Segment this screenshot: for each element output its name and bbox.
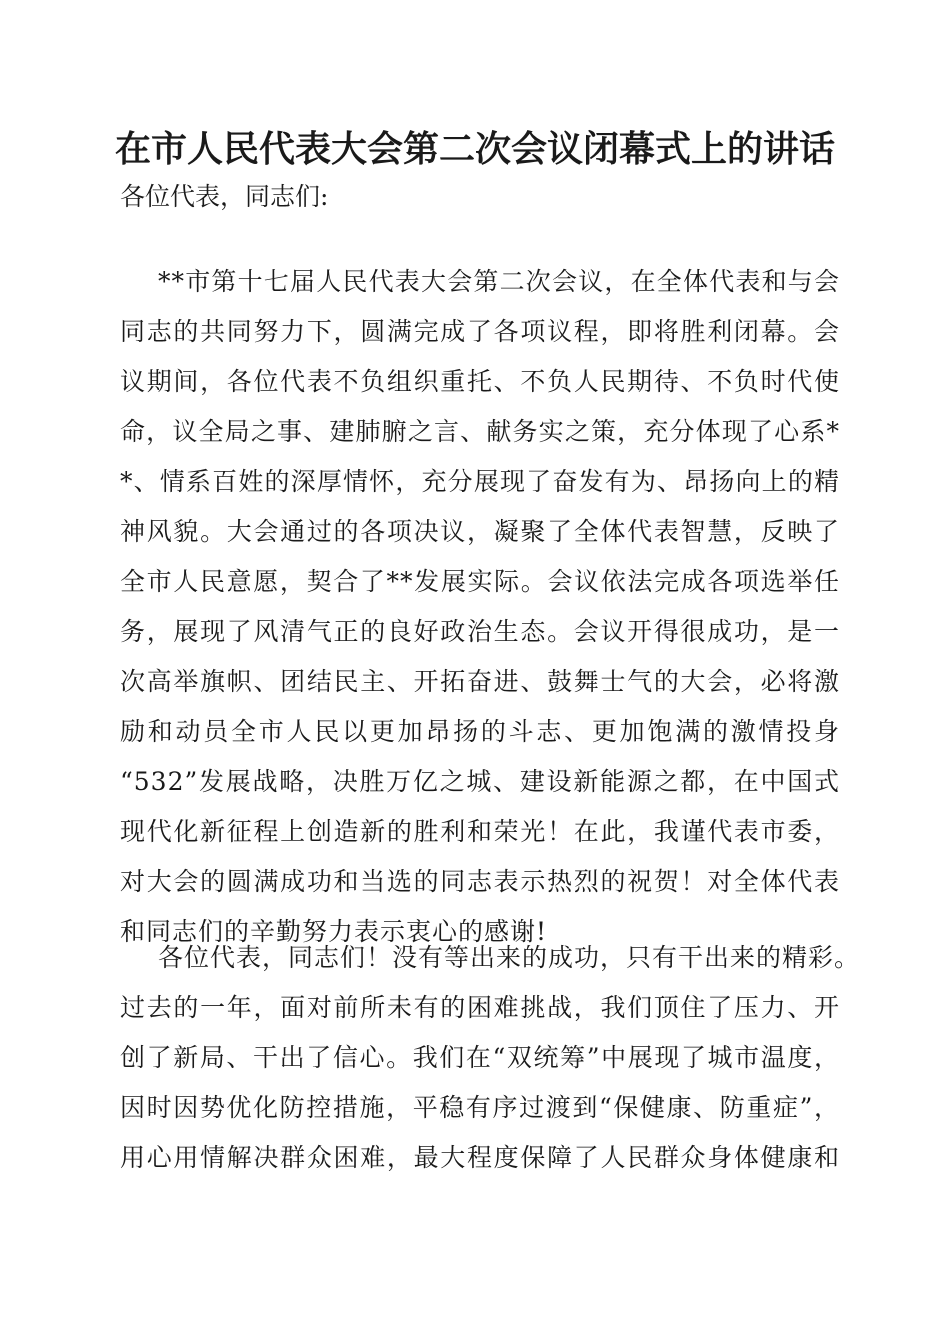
- text-line: 现代化新征程上创造新的胜利和荣光！在此，我谨代表市委，: [120, 817, 840, 846]
- document-title: 在市人民代表大会第二次会议闭幕式上的讲话: [114, 128, 835, 170]
- text-line: “532”发展战略，决胜万亿之城、建设新能源之都，在中国式: [120, 767, 840, 796]
- paragraph-1: [120, 257, 840, 957]
- text-line: 次高举旗帜、团结民主、开拓奋进、鼓舞士气的大会，必将激: [120, 667, 840, 696]
- text-line: 创了新局、干出了信心。我们在“双统筹”中展现了城市温度，: [120, 1043, 840, 1072]
- text-line: 同志的共同努力下，圆满完成了各项议程，即将胜利闭幕。会: [120, 317, 840, 346]
- text-line: 命，议全局之事、建肺腑之言、献务实之策，充分体现了心系*: [120, 417, 840, 446]
- text-line: 因时因势优化防控措施，平稳有序过渡到“保健康、防重症”，: [120, 1093, 840, 1122]
- text-line: **市第十七届人民代表大会第二次会议，在全体代表和与会: [158, 267, 840, 296]
- text-line: 励和动员全市人民以更加昂扬的斗志、更加饱满的激情投身: [120, 717, 840, 746]
- text-line: 全市人民意愿，契合了**发展实际。会议依法完成各项选举任: [120, 567, 840, 596]
- text-line: 议期间，各位代表不负组织重托、不负人民期待、不负时代使: [120, 367, 840, 396]
- text-line: 用心用情解决群众困难，最大程度保障了人民群众身体健康和: [120, 1143, 840, 1172]
- text-line: *、情系百姓的深厚情怀，充分展现了奋发有为、昂扬向上的精: [120, 467, 840, 496]
- text-line: 务，展现了风清气正的良好政治生态。会议开得很成功，是一: [120, 617, 840, 646]
- text-line: 过去的一年，面对前所未有的困难挑战，我们顶住了压力、开: [120, 993, 840, 1022]
- text-line: 神风貌。大会通过的各项决议，凝聚了全体代表智慧，反映了: [120, 517, 840, 546]
- text-line: 各位代表，同志们！没有等出来的成功，只有干出来的精彩。: [158, 943, 861, 972]
- text-line: 对大会的圆满成功和当选的同志表示热烈的祝贺！对全体代表: [120, 867, 840, 896]
- paragraph-2: [120, 933, 861, 1183]
- salutation: 各位代表，同志们:: [120, 182, 329, 211]
- text-line: 和同志们的辛勤努力表示衷心的感谢!: [120, 917, 548, 946]
